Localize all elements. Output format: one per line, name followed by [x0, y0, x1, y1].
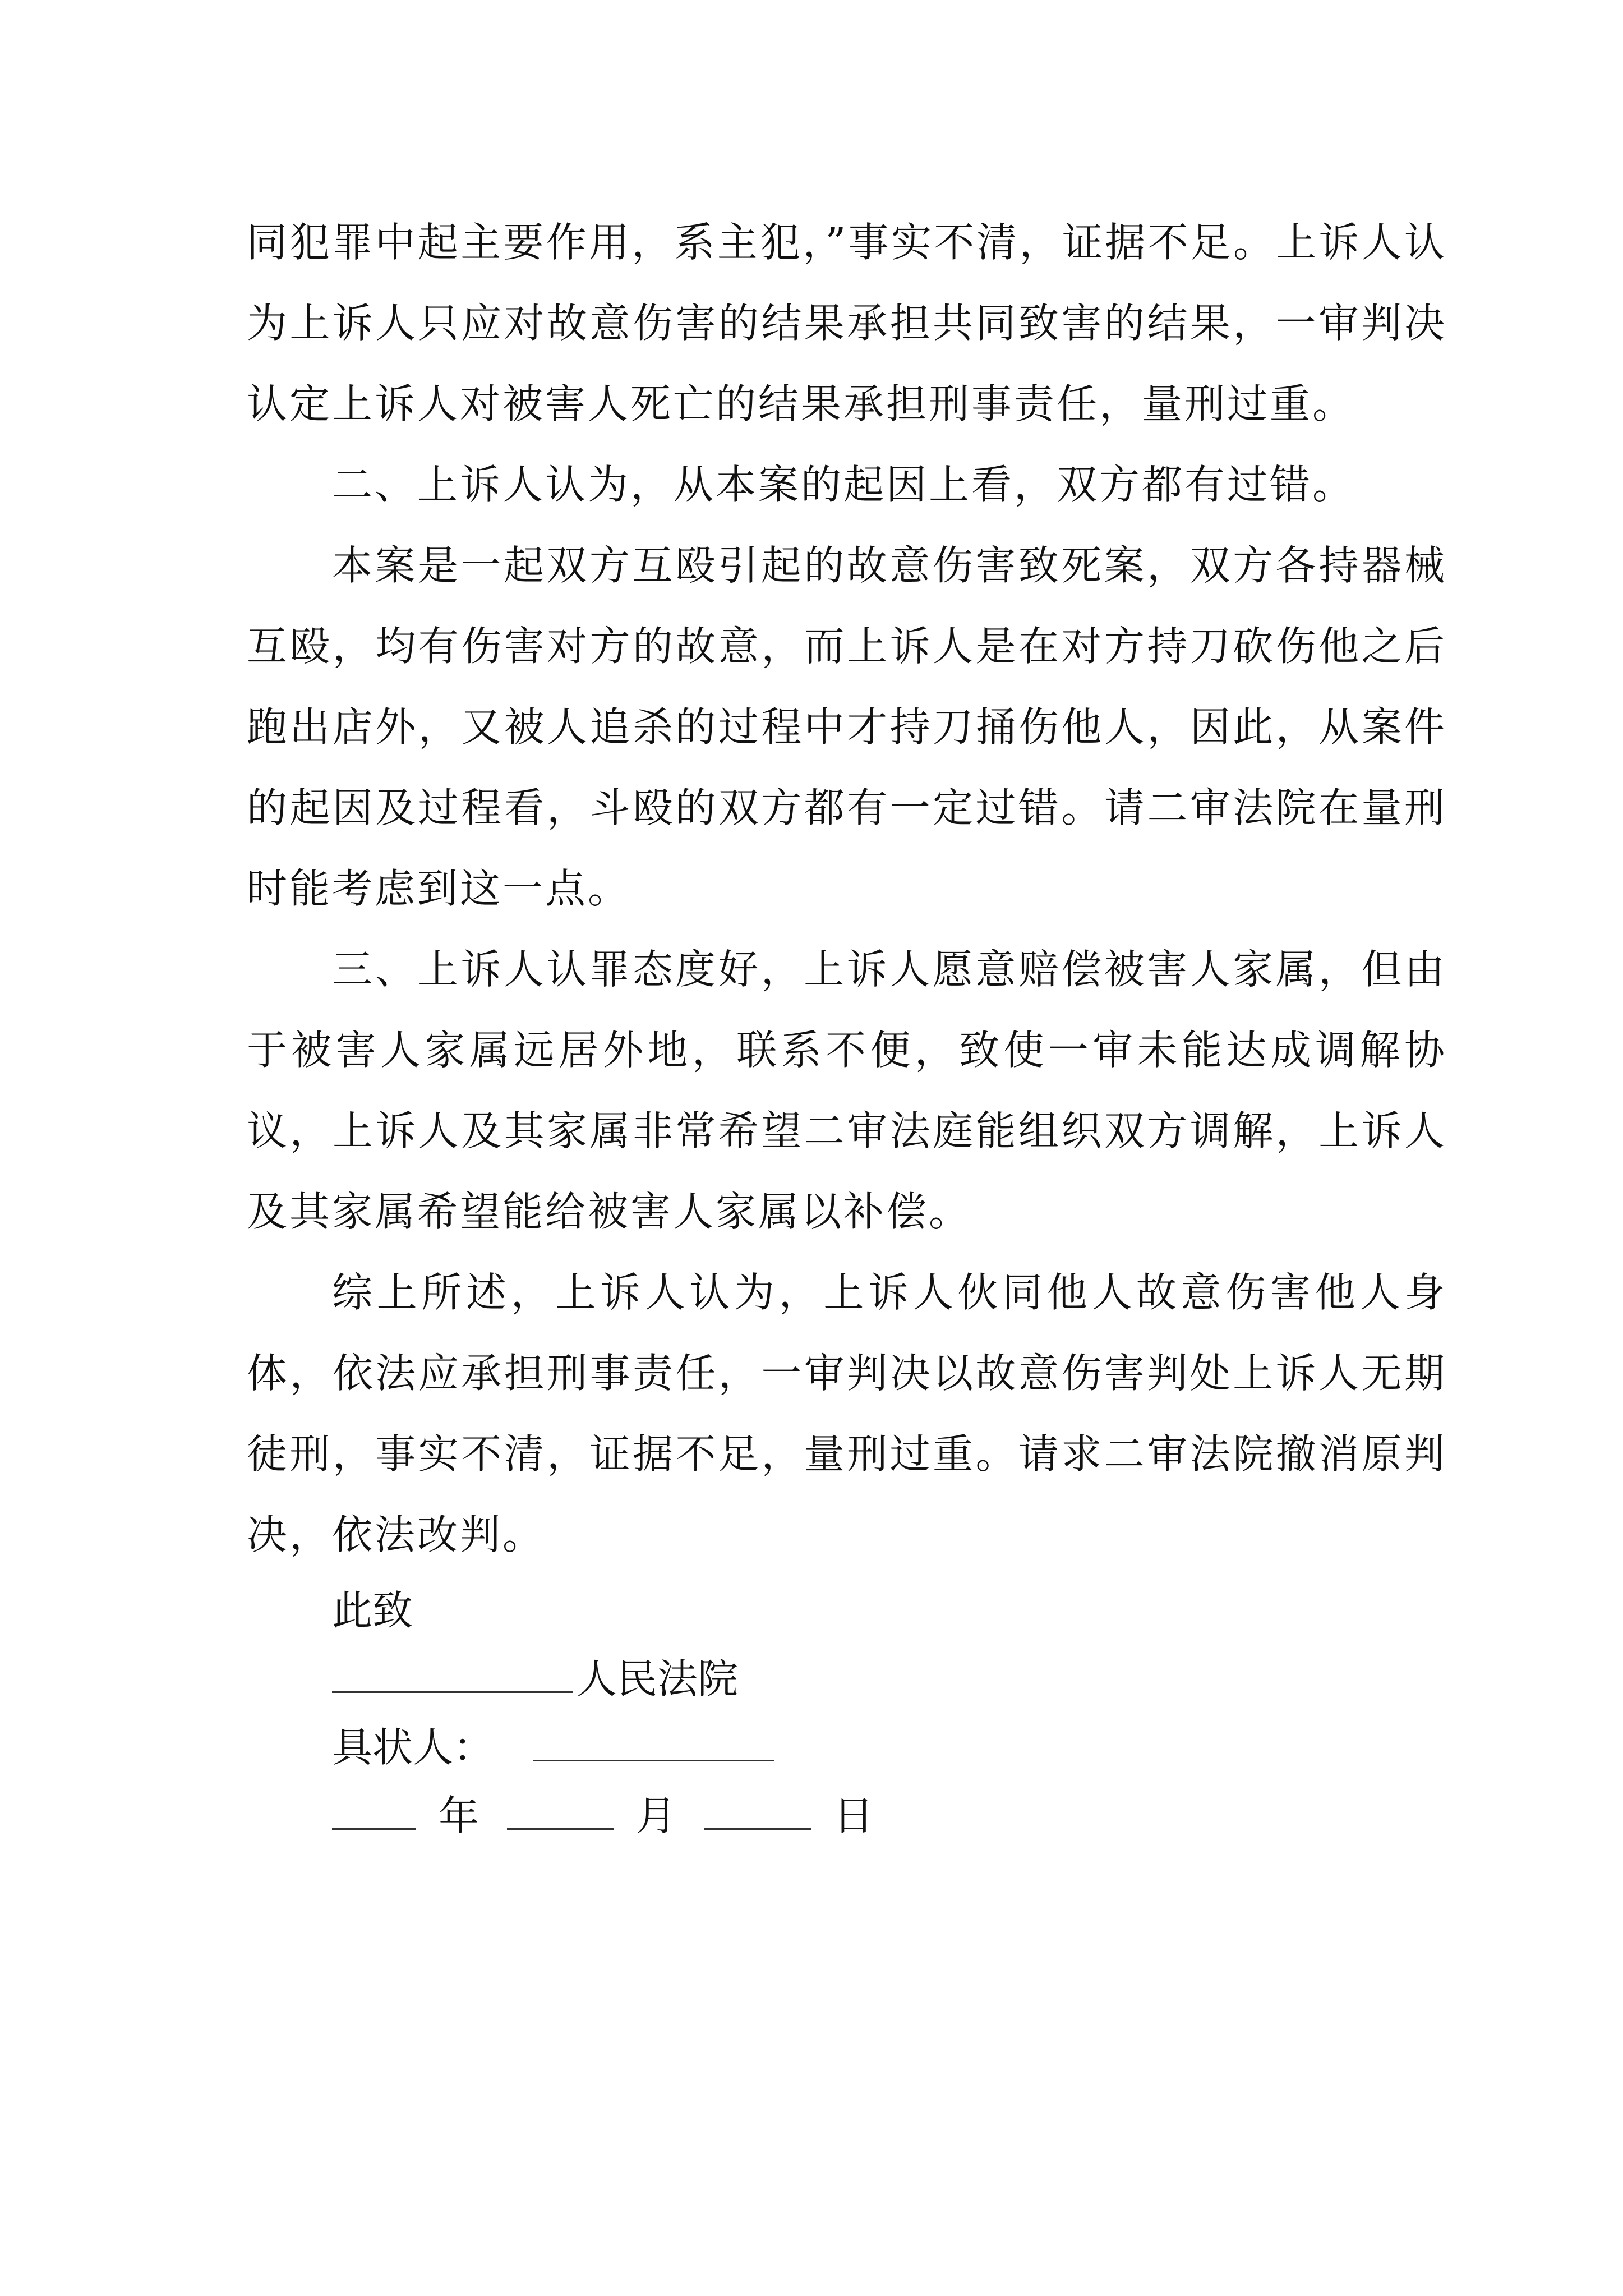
salutation-line [332, 1576, 1398, 1645]
day-blank [704, 1793, 811, 1830]
signer-label: 具状人： [332, 1724, 494, 1771]
month-blank [507, 1793, 614, 1830]
court-name-blank [332, 1657, 573, 1693]
signer-name-blank [533, 1725, 774, 1761]
signer-line [332, 1713, 1398, 1782]
day-label: 日 [833, 1792, 874, 1839]
paragraph-point-two: 二、上诉人认为，从本案的起因上看，双方都有过错。 [332, 461, 1355, 508]
paragraph-conclusion: 综上所述，上诉人认为，上诉人伙同他人故意伤害他人身体，依法应承担刑事责任，一审判决以故意伤害判处上诉人无期徒刑，事实不清，证据不足，量刑过重。请求二审法院撤消原判决，依法改判。 [247, 1269, 1447, 1558]
year-label: 年 [439, 1792, 479, 1839]
closing-block [332, 1576, 1398, 1850]
date-line [332, 1782, 1398, 1850]
document-body [247, 202, 1447, 1575]
paragraph-continuation: 同犯罪中起主要作用，系主犯，”事实不清，证据不足。上诉人认为上诉人只应对故意伤害的结果承担共同致害的结果，一审判决认定上诉人对被害人死亡的结果承担刑事责任，量刑过重。 [247, 219, 1447, 427]
month-label: 月 [636, 1792, 677, 1839]
paragraph-case-facts: 本案是一起双方互殴引起的故意伤害致死案，双方各持器械互殴，均有伤害对方的故意，而上诉人是在对方持刀砍伤他之后跑出店外，又被人追杀的过程中才持刀捅伤他人，因此，从案件的起因及过程看，斗殴的双方都有一定过错。请二审法院在量刑时能考虑到这一点。 [247, 542, 1447, 912]
paragraph-point-three: 三、上诉人认罪态度好，上诉人愿意赔偿被害人家属，但由于被害人家属远居外地，联系不便，致使一审未能达成调解协议，上诉人及其家属非常希望二审法庭能组织双方调解，上诉人及其家属希望能给被害人家属以补偿。 [247, 946, 1447, 1235]
court-line [332, 1645, 1398, 1713]
year-blank [332, 1793, 416, 1830]
court-suffix-text: 人民法院 [577, 1655, 739, 1703]
salutation-text: 此致 [332, 1587, 413, 1634]
